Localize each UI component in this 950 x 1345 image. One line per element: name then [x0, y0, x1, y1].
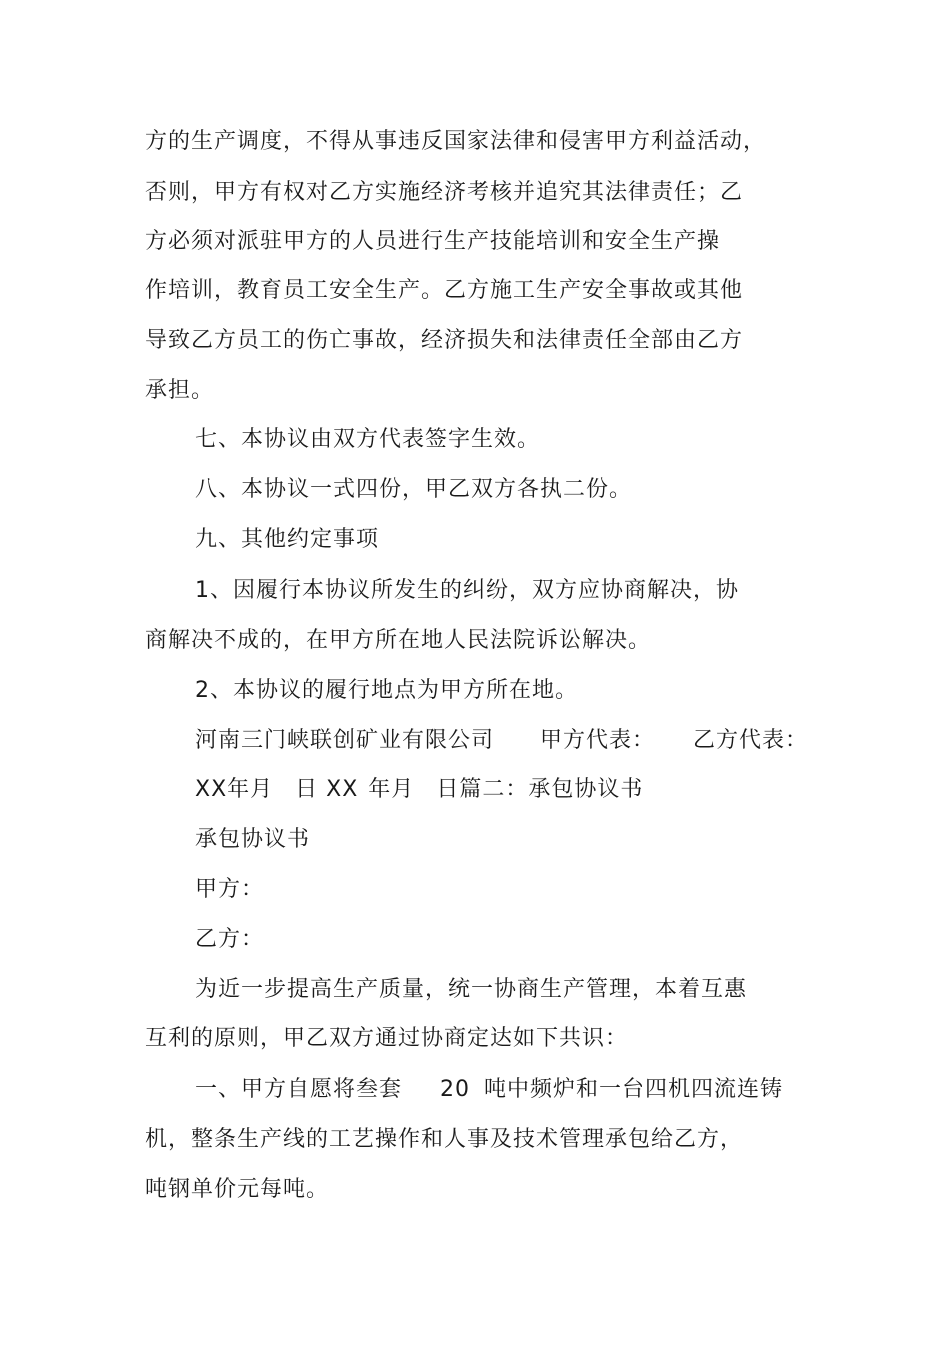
date-part: XX年月: [195, 777, 274, 802]
paragraph-line: 吨钢单价元每吨。: [145, 1177, 330, 1202]
clause-one: [195, 1075, 783, 1105]
paragraph-line: 机，整条生产线的工艺操作和人事及技术管理承包给乙方，: [145, 1127, 744, 1152]
paragraph-line: 否则，甲方有权对乙方实施经济考核并追究其法律责任；乙: [145, 180, 744, 205]
party-a-representative: 甲方代表：: [540, 728, 656, 753]
clause-eight: 八、本协议一式四份，甲乙双方各执二份。: [195, 477, 633, 502]
party-a-label: 甲方：: [195, 877, 265, 902]
clause-one-part: 一、甲方自愿将叁套: [195, 1077, 403, 1102]
clause-nine-heading: 九、其他约定事项: [195, 527, 380, 552]
sub-clause-1-cont: 商解决不成的，在甲方所在地人民法院诉讼解决。: [145, 628, 652, 653]
paragraph-line: 承担。: [145, 378, 215, 403]
preamble-line: 互利的原则，甲乙双方通过协商定达如下共识：: [145, 1026, 629, 1051]
party-b-representative: 乙方代表：: [693, 728, 809, 753]
paragraph-line: 作培训，教育员工安全生产。乙方施工生产安全事故或其他: [145, 278, 744, 303]
agreement-title: 承包协议书: [195, 827, 311, 852]
clause-one-part: 吨中频炉和一台四机四流连铸: [484, 1077, 784, 1102]
sub-clause-2: 2、本协议的履行地点为甲方所在地。: [195, 678, 578, 703]
party-b-label: 乙方：: [195, 927, 265, 952]
date-part: 日 XX: [295, 777, 359, 802]
company-name: 河南三门峡联创矿业有限公司: [195, 728, 495, 753]
preamble-line: 为近一步提高生产质量，统一协商生产管理，本着互惠: [195, 977, 748, 1002]
paragraph-line: 导致乙方员工的伤亡事故，经济损失和法律责任全部由乙方: [145, 328, 744, 353]
section-two-title: 日篇二：承包协议书: [436, 777, 644, 802]
clause-one-number: 20: [440, 1077, 471, 1102]
date-part: 年月: [368, 777, 415, 802]
paragraph-line: 方的生产调度，不得从事违反国家法律和侵害甲方利益活动，: [145, 129, 767, 154]
sub-clause-1: 1、因履行本协议所发生的纠纷，双方应协商解决，协: [195, 578, 739, 603]
clause-seven: 七、本协议由双方代表签字生效。: [195, 427, 541, 452]
date-line: [195, 775, 643, 805]
paragraph-line: 方必须对派驻甲方的人员进行生产技能培训和安全生产操: [145, 229, 721, 254]
